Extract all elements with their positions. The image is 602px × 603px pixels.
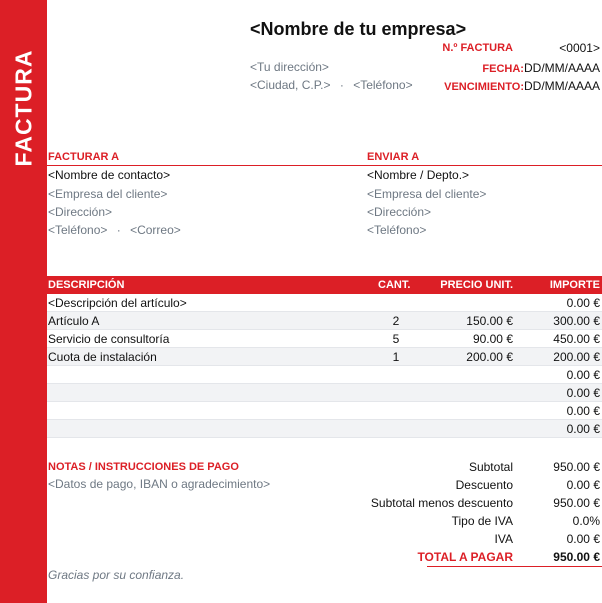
table-header — [47, 276, 602, 294]
notes-heading: NOTAS / INSTRUCCIONES DE PAGO — [48, 461, 239, 473]
document-type-title: FACTURA — [10, 49, 37, 167]
item-quantity: 5 — [392, 332, 400, 346]
total-due-label: TOTAL A PAGAR — [417, 550, 513, 564]
subtotal-label: Subtotal — [468, 460, 513, 474]
company-address: <Tu dirección> — [250, 60, 329, 74]
table-row — [47, 312, 602, 330]
invoice-due-line — [444, 77, 600, 95]
item-description: Cuota de instalación — [48, 350, 157, 364]
subtotal-less-discount-value: 950.00 € — [553, 496, 600, 510]
bill-to-company: <Empresa del cliente> — [48, 187, 168, 201]
separator-dot: · — [116, 223, 121, 237]
item-description: Artículo A — [48, 314, 100, 328]
table-row — [47, 366, 602, 384]
line-items-table — [47, 276, 602, 438]
header-amount: IMPORTE — [549, 279, 600, 291]
item-unit-price: 150.00 € — [466, 314, 513, 328]
item-quantity: 1 — [392, 350, 400, 364]
tax-value: 0.00 € — [566, 532, 600, 546]
table-row — [47, 420, 602, 438]
ship-to-phone: <Teléfono> — [367, 223, 427, 237]
ship-to-heading: ENVIAR A — [367, 151, 420, 163]
bill-to-email: <Correo> — [130, 223, 181, 237]
table-row — [47, 294, 602, 312]
tax-label: IVA — [494, 532, 513, 546]
discount-value: 0.00 € — [566, 478, 600, 492]
due-date-value: DD/MM/AAAA — [523, 79, 600, 93]
date-value: DD/MM/AAAA — [523, 61, 600, 75]
item-unit-price: 200.00 € — [466, 350, 513, 364]
company-phone: <Teléfono> — [353, 78, 413, 92]
item-amount: 0.00 € — [566, 404, 600, 418]
ship-to-address: <Dirección> — [367, 205, 432, 219]
company-name: <Nombre de tu empresa> — [250, 19, 467, 39]
subtotal-less-discount-label: Subtotal menos descuento — [370, 496, 513, 510]
company-city-postal: <Ciudad, C.P.> — [250, 78, 331, 92]
item-amount: 0.00 € — [566, 368, 600, 382]
item-amount: 200.00 € — [553, 350, 600, 364]
table-row — [47, 402, 602, 420]
date-label: FECHA: — [482, 63, 524, 75]
thank-you-note: Gracias por su confianza. — [48, 568, 185, 582]
item-quantity: 2 — [392, 314, 400, 328]
total-underline — [427, 566, 602, 567]
bill-to-address: <Dirección> — [48, 205, 113, 219]
tax-rate-label: Tipo de IVA — [451, 514, 513, 528]
separator-dot: · — [339, 78, 344, 92]
item-description: <Descripción del artículo> — [48, 296, 187, 310]
invoice-number-value: <0001> — [559, 41, 600, 55]
sidebar-band — [0, 0, 47, 603]
item-amount: 300.00 € — [553, 314, 600, 328]
ship-to-name: <Nombre / Depto.> — [367, 168, 470, 182]
bill-to-phone: <Teléfono> — [48, 223, 108, 237]
item-amount: 0.00 € — [566, 386, 600, 400]
address-section-divider — [47, 165, 602, 166]
tax-rate-value: 0.0% — [572, 514, 600, 528]
invoice-number-label: N.º FACTURA — [442, 42, 513, 54]
invoice-date-line — [482, 59, 600, 77]
item-unit-price: 90.00 € — [472, 332, 513, 346]
subtotal-value: 950.00 € — [553, 460, 600, 474]
item-description: Servicio de consultoría — [48, 332, 170, 346]
due-date-label: VENCIMIENTO: — [444, 81, 524, 93]
item-amount: 0.00 € — [566, 422, 600, 436]
table-row — [47, 384, 602, 402]
header-quantity: CANT. — [378, 279, 411, 291]
bill-to-heading: FACTURAR A — [48, 151, 120, 163]
bill-to-contact: <Nombre de contacto> — [48, 168, 171, 182]
total-due-value: 950.00 € — [553, 550, 600, 564]
table-row — [47, 348, 602, 366]
item-amount: 450.00 € — [553, 332, 600, 346]
bill-to-contact-line — [48, 223, 181, 237]
table-row — [47, 330, 602, 348]
header-description: DESCRIPCIÓN — [48, 279, 125, 291]
company-city-phone-line — [250, 78, 413, 92]
notes-text: <Datos de pago, IBAN o agradecimiento> — [48, 477, 271, 491]
header-unit-price: PRECIO UNIT. — [440, 279, 513, 291]
item-amount: 0.00 € — [566, 296, 600, 310]
ship-to-company: <Empresa del cliente> — [367, 187, 487, 201]
discount-label: Descuento — [455, 478, 513, 492]
